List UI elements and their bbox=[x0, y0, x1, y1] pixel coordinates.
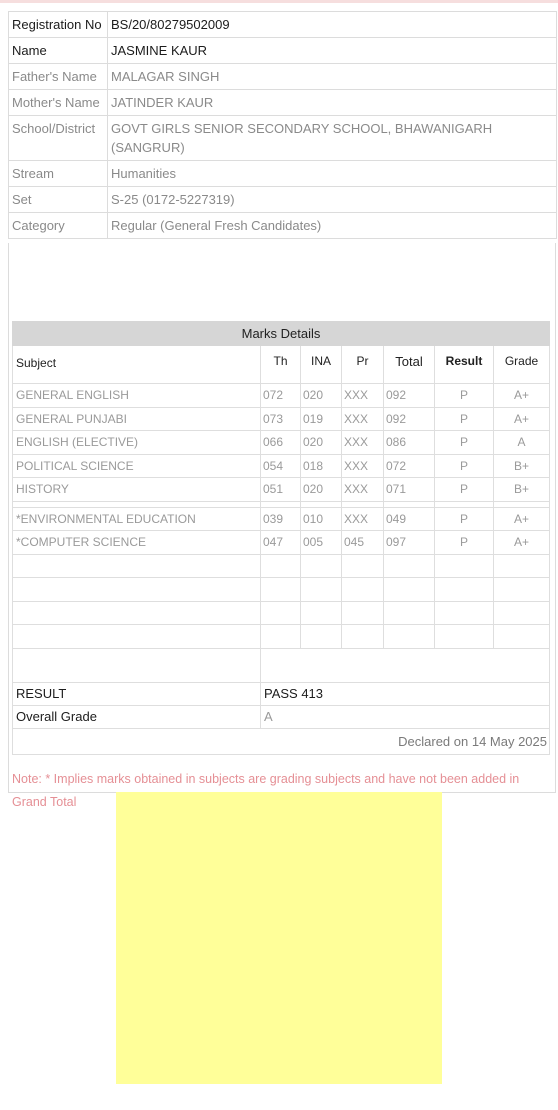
cell-pr: XXX bbox=[342, 454, 384, 478]
school-value: GOVT GIRLS SENIOR SECONDARY SCHOOL, BHAWANIGARH (SANGRUR) bbox=[108, 116, 557, 161]
cell-th: 073 bbox=[261, 407, 301, 431]
cell-result: P bbox=[435, 531, 494, 555]
note-container bbox=[12, 765, 549, 809]
cell-grade: A+ bbox=[494, 407, 550, 431]
col-th: Th bbox=[261, 346, 301, 384]
yellow-overlay bbox=[116, 792, 442, 1084]
overall-grade-row bbox=[13, 705, 550, 728]
cell-pr: XXX bbox=[342, 478, 384, 502]
col-ina: INA bbox=[301, 346, 342, 384]
cell-th: 039 bbox=[261, 507, 301, 531]
subject-row bbox=[13, 531, 550, 555]
mother-value: JATINDER KAUR bbox=[108, 90, 557, 116]
father-value: MALAGAR SINGH bbox=[108, 64, 557, 90]
name-row bbox=[9, 38, 557, 64]
cell-result: P bbox=[435, 384, 494, 408]
cell-total: 092 bbox=[384, 384, 435, 408]
cell-th: 047 bbox=[261, 531, 301, 555]
cell-subject: GENERAL ENGLISH bbox=[13, 384, 261, 408]
mother-row bbox=[9, 90, 557, 116]
grading-note: Note: * Implies marks obtained in subjects are grading subjects and have not been added in Grand Total bbox=[12, 772, 520, 809]
subject-row bbox=[13, 431, 550, 455]
cell-ina: 020 bbox=[301, 478, 342, 502]
category-row bbox=[9, 213, 557, 239]
category-label: Category bbox=[9, 213, 108, 239]
col-subject: Subject bbox=[13, 346, 261, 384]
cell-result: P bbox=[435, 507, 494, 531]
cell-subject: GENERAL PUNJABI bbox=[13, 407, 261, 431]
category-value: Regular (General Fresh Candidates) bbox=[108, 213, 557, 239]
stream-label: Stream bbox=[9, 161, 108, 187]
cell-ina: 019 bbox=[301, 407, 342, 431]
school-label: School/District bbox=[9, 116, 108, 161]
cell-grade: B+ bbox=[494, 478, 550, 502]
cell-pr: XXX bbox=[342, 407, 384, 431]
cell-total: 097 bbox=[384, 531, 435, 555]
mother-label: Mother's Name bbox=[9, 90, 108, 116]
grading-subjects bbox=[13, 507, 550, 554]
father-label: Father's Name bbox=[9, 64, 108, 90]
cell-subject: *ENVIRONMENTAL EDUCATION bbox=[13, 507, 261, 531]
cell-total: 086 bbox=[384, 431, 435, 455]
result-row bbox=[13, 682, 550, 705]
subject-row bbox=[13, 384, 550, 408]
cell-pr: XXX bbox=[342, 507, 384, 531]
marks-title: Marks Details bbox=[13, 322, 550, 346]
registration-row bbox=[9, 12, 557, 38]
stream-value: Humanities bbox=[108, 161, 557, 187]
cell-ina: 018 bbox=[301, 454, 342, 478]
set-label: Set bbox=[9, 187, 108, 213]
school-row bbox=[9, 116, 557, 161]
overall-grade-value: A bbox=[261, 705, 550, 728]
subject-row bbox=[13, 478, 550, 502]
cell-th: 072 bbox=[261, 384, 301, 408]
cell-subject: ENGLISH (ELECTIVE) bbox=[13, 431, 261, 455]
empty-row bbox=[13, 625, 550, 649]
cell-total: 072 bbox=[384, 454, 435, 478]
marks-column-headers bbox=[13, 346, 550, 384]
set-value: S-25 (0172-5227319) bbox=[108, 187, 557, 213]
cell-total: 092 bbox=[384, 407, 435, 431]
col-grade: Grade bbox=[494, 346, 550, 384]
cell-subject: POLITICAL SCIENCE bbox=[13, 454, 261, 478]
result-label: RESULT bbox=[13, 682, 261, 705]
declared-row bbox=[13, 728, 550, 754]
name-label: Name bbox=[9, 38, 108, 64]
cell-subject: HISTORY bbox=[13, 478, 261, 502]
cell-total: 049 bbox=[384, 507, 435, 531]
marks-header-row bbox=[13, 322, 550, 346]
subject-row bbox=[13, 454, 550, 478]
cell-result: P bbox=[435, 407, 494, 431]
overall-grade-label: Overall Grade bbox=[13, 705, 261, 728]
cell-th: 054 bbox=[261, 454, 301, 478]
cell-grade: A+ bbox=[494, 507, 550, 531]
stream-row bbox=[9, 161, 557, 187]
cell-ina: 020 bbox=[301, 431, 342, 455]
father-row bbox=[9, 64, 557, 90]
registration-value: BS/20/80279502009 bbox=[108, 12, 557, 38]
set-row bbox=[9, 187, 557, 213]
cell-grade: A+ bbox=[494, 531, 550, 555]
cell-grade: A+ bbox=[494, 384, 550, 408]
cell-total: 071 bbox=[384, 478, 435, 502]
registration-label: Registration No bbox=[9, 12, 108, 38]
subject-row bbox=[13, 507, 550, 531]
name-value: JASMINE KAUR bbox=[108, 38, 557, 64]
subject-row bbox=[13, 407, 550, 431]
col-pr: Pr bbox=[342, 346, 384, 384]
cell-th: 051 bbox=[261, 478, 301, 502]
cell-pr: 045 bbox=[342, 531, 384, 555]
col-result: Result bbox=[435, 346, 494, 384]
cell-subject: *COMPUTER SCIENCE bbox=[13, 531, 261, 555]
cell-pr: XXX bbox=[342, 384, 384, 408]
main-subjects bbox=[13, 384, 550, 502]
empty-row bbox=[13, 648, 550, 682]
empty-row bbox=[13, 554, 550, 578]
marks-table bbox=[12, 321, 550, 755]
cell-grade: B+ bbox=[494, 454, 550, 478]
cell-th: 066 bbox=[261, 431, 301, 455]
cell-ina: 020 bbox=[301, 384, 342, 408]
declared-date: Declared on 14 May 2025 bbox=[13, 728, 550, 754]
empty-row bbox=[13, 578, 550, 602]
empty-row bbox=[13, 601, 550, 625]
student-info-table bbox=[8, 11, 557, 239]
cell-ina: 005 bbox=[301, 531, 342, 555]
cell-result: P bbox=[435, 478, 494, 502]
col-total: Total bbox=[384, 346, 435, 384]
result-value: PASS 413 bbox=[261, 682, 550, 705]
cell-ina: 010 bbox=[301, 507, 342, 531]
cell-result: P bbox=[435, 454, 494, 478]
cell-pr: XXX bbox=[342, 431, 384, 455]
cell-result: P bbox=[435, 431, 494, 455]
cell-grade: A bbox=[494, 431, 550, 455]
